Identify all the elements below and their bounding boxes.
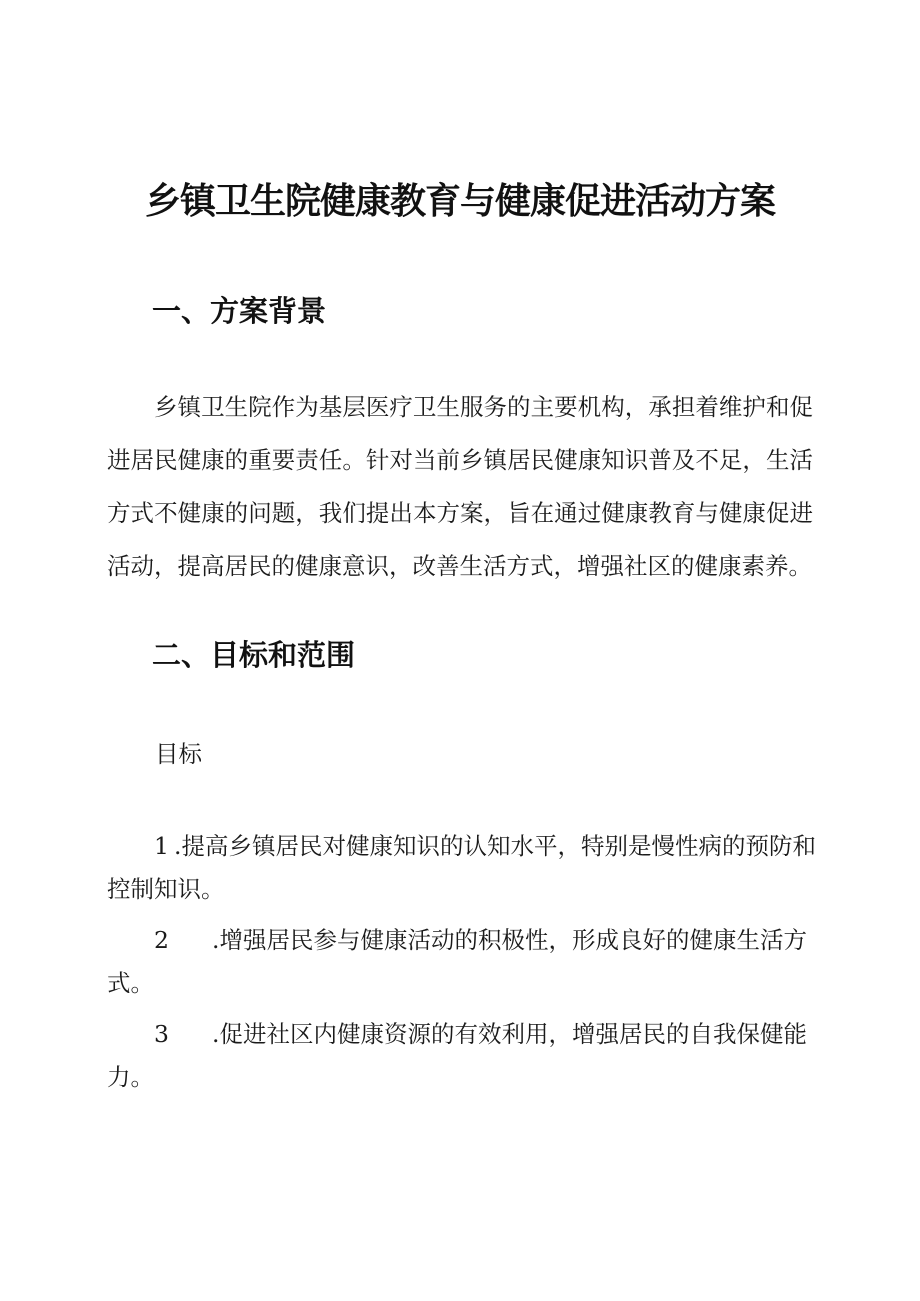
- goal-item: [107, 1013, 817, 1099]
- goal-item: [107, 825, 817, 911]
- section-heading-background: 一、方案背景: [152, 294, 327, 328]
- goal-item-number: 3: [154, 1020, 169, 1048]
- goal-item-text: .增强居民参与健康活动的积极性，形成良好的健康生活方式。: [107, 926, 807, 997]
- goal-item-number: 2: [154, 926, 169, 954]
- document-title: 乡镇卫生院健康教育与健康促进活动方案: [144, 181, 775, 222]
- goals-label: 目标: [155, 740, 202, 768]
- goal-item-text: .促进社区内健康资源的有效利用，增强居民的自我保健能力。: [107, 1020, 807, 1091]
- goal-item: [107, 919, 817, 1005]
- section-heading-goals-scope: 二、目标和范围: [152, 638, 356, 672]
- goal-item-number: 1: [154, 832, 169, 860]
- background-paragraph: 乡镇卫生院作为基层医疗卫生服务的主要机构，承担着维护和促进居民健康的重要责任。针对当前乡镇居民健康知识普及不足，生活方式不健康的问题，我们提出本方案，旨在通过健康教育与健康促进活动，提高居民的健康意识，改善生活方式，增强社区的健康素养。: [107, 393, 813, 580]
- goal-item-text: .提高乡镇居民对健康知识的认知水平，特别是慢性病的预防和控制知识。: [107, 832, 816, 903]
